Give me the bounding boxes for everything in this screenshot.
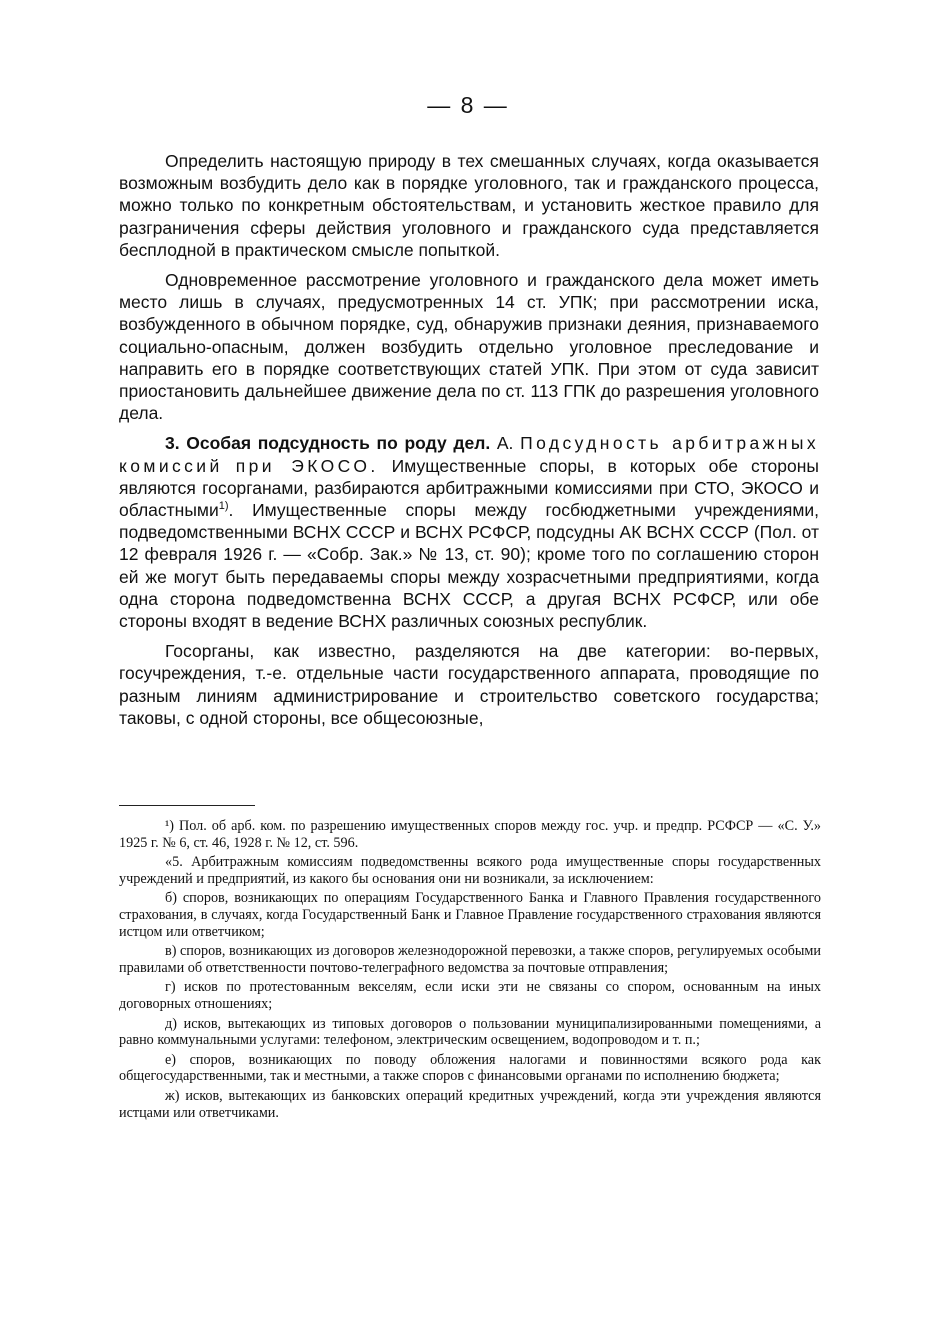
- subheading-letter: А.: [496, 433, 514, 454]
- footnote-item-e: е) споров, возникающих по поводу обложения налогами и повинностями всякого рода как общегосударственными, так и местными, а также споров с финансовыми органами по исполнению бюджета;: [119, 1051, 821, 1085]
- footnote-1: ¹) Пол. об арб. ком. по разрешению имущественных споров между гос. учр. и предпр. РСФСР — «С. У.» 1925 г. № 6, ст. 46, 1928 г. № 12, ст. 596.: [119, 818, 821, 851]
- subheading-rest: при ЭКОСО.: [235, 455, 379, 476]
- section-text-after-ref: . Имущественные споры между госбюджетными учреждениями, подведомственными ВСНХ СССР и ВСНХ РСФСР, подсудны АК ВСНХ СССР (Пол. от 12 февраля 1926 г. — «Собр. Зак.» № 13, ст. 90); кроме того по соглашению сторон ей же могут быть передаваемы споры между хозрасчетными предприятиями, когда одна сторона подведомственна ВСНХ СССР, а другая ВСНХ РСФСР, или обе стороны входят в ведение ВСНХ различных союзных республик.: [119, 500, 819, 632]
- footnote-reference: 1): [218, 500, 229, 513]
- page-number: — 8 —: [427, 92, 509, 118]
- footnote-item-5: «5. Арбитражным комиссиям подведомственны всякого рода имущественные споры государственных учреждений и предприятий, из какого бы основания они ни возникали, за исключением:: [119, 854, 821, 887]
- paragraph-1: Определить настоящую природу в тех смешанных случаях, когда оказывается возможным возбудить дело как в порядке уголовного, так и гражданского процесса, можно только по конкретным обстоятельствам, и установить жесткое правило для разграничения сферы действия уголовного и гражданского суда представляется бесплодной в практическом смысле попыткой.: [119, 151, 819, 260]
- paragraph-3: [119, 432, 819, 632]
- footnote-item-zh: ж) исков, вытекающих из банковских операций кредитных учреждений, когда эти учреждения являются истцами или ответчиками.: [119, 1087, 821, 1121]
- section-text-before-ref: Имущественные споры, в которых обе стороны являются госорганами, разбираются арбитражными комиссиями при СТО, ЭКОСО и областными: [119, 455, 819, 521]
- main-text: [119, 150, 819, 737]
- paragraph-2: Одновременное рассмотрение уголовного и гражданского дела может иметь место лишь в случаях, предусмотренных 14 ст. УПК; при рассмотрении иска, возбужденного в обычном порядке, суд, обнаружив признаки деяния, признаваемого социально-опасным, должен возбудить отдельно уголовное преследование и направить его в порядке соответствующих статей УПК. При этом от суда зависит приостановить дальнейшее движение дела по ст. 113 ГПК до разрешения уголовного дела.: [119, 270, 819, 424]
- paragraph-4: Госорганы, как известно, разделяются на две категории: во-первых, госучреждения, т.-е. отдельные части государственного аппарата, проводящие по разным линиям администрирование и строительство советского государства; таковы, с одной стороны, все общесоюзные,: [119, 641, 819, 728]
- footnote-divider: [119, 805, 255, 806]
- footnotes: [119, 818, 821, 1124]
- footnote-item-b: б) споров, возникающих по операциям Государственного Банка и Главного Правления государственного страхования, в случаях, когда Государственный Банк и Главное Правление государственного страхования являются истцом или ответчиком;: [119, 890, 821, 940]
- footnote-item-v: в) споров, возникающих из договоров железнодорожной перевозки, а также споров, регулируемых особыми правилами об ответственности почтово-телеграфного ведомства за почтовые отправления;: [119, 943, 821, 976]
- subheading-spaced: Подсудность арбитражных комиссий: [119, 433, 819, 476]
- footnote-item-g: г) исков по протестованным векселям, если иски эти не связаны со спором, основанным на иных договорных отношениях;: [119, 979, 821, 1012]
- footnote-item-d: д) исков, вытекающих из типовых договоров о пользовании муниципализированными помещениями, а равно коммунальными услугами: телефоном, электрическим освещением, водопроводом и т. п.;: [119, 1015, 821, 1049]
- section-heading: 3. Особая подсудность по роду дел.: [165, 433, 491, 454]
